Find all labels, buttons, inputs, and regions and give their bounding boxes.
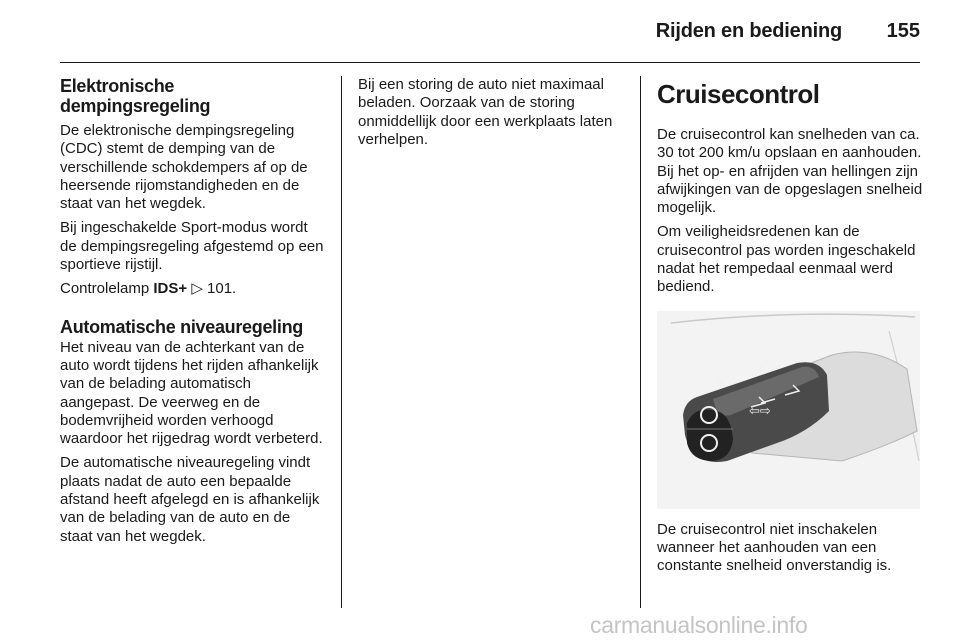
- header-title: Rijden en bediening: [655, 20, 842, 42]
- cruise-control-stalk-icon: [657, 311, 920, 509]
- paragraph: Het niveau van de achterkant van de auto wordt tijdens het rijden afhankelijk van de belading automatisch aangepast. De veerweg en de bodemvrijheid worden verhoogd waardoor het rijgedrag wordt verbeterd.: [60, 338, 323, 448]
- watermark: carmanualsonline.info: [590, 612, 808, 638]
- switch-on-mark: I: [759, 364, 762, 376]
- column-divider: [640, 76, 641, 608]
- column-left: [60, 76, 326, 546]
- paragraph: De cruisecontrol kan snelheden van ca. 30 tot 200 km/u opslaan en aanhouden. Bij het op- en afrijden van hellingen zijn afwijkingen van de opgeslagen snelheid mogelijk.: [657, 126, 923, 217]
- section-heading-cdc: Elektronische dempingsregeling: [60, 76, 211, 116]
- paragraph: Om veiligheidsredenen kan de cruisecontrol pas worden ingeschakeld nadat het rempedaal eenmaal werd bediend.: [657, 223, 916, 296]
- page-number: 155: [886, 20, 920, 42]
- indicator-reference: [60, 280, 326, 298]
- section-heading-levelling: Automatische niveauregeling: [60, 316, 303, 337]
- section-levelling: [60, 317, 326, 546]
- column-divider: [341, 76, 342, 608]
- paragraph: Bij een storing de auto niet maximaal beladen. Oorzaak van de storing onmiddellijk door een werkplaats laten verhelpen.: [358, 76, 613, 148]
- page-reference[interactable]: ▷ 101.: [191, 280, 237, 298]
- switch-off-mark: 0: [717, 378, 723, 389]
- paragraph: Bij ingeschakelde Sport-modus wordt de dempingsregeling afgestemd op een sportieve rijstijl.: [60, 219, 324, 274]
- section-heading-cruisecontrol: Cruisecontrol: [657, 79, 820, 109]
- cruise-control-stalk-figure: [657, 311, 920, 509]
- page-header: [60, 0, 920, 63]
- arrows-mark: ⇦⇨: [749, 403, 771, 419]
- paragraph: De cruisecontrol niet inschakelen wanneer het aanhouden van een constante snelheid onverstandig is.: [657, 520, 892, 575]
- indicator-name: IDS+: [153, 280, 188, 298]
- column-right: [657, 76, 923, 576]
- column-middle: [358, 76, 626, 149]
- paragraph: De elektronische dempingsregeling (CDC) stemt de demping van de verschillende schokdempers af op de heersende rijomstandigheden en de staat van het wegdek.: [60, 122, 308, 213]
- paragraph: De automatische niveauregeling vindt plaats nadat de auto een bepaalde afstand heeft afgelegd en is afhankelijk van de belading van de auto en de staat van het wegdek.: [60, 454, 320, 545]
- indicator-prefix: Controlelamp: [60, 280, 154, 298]
